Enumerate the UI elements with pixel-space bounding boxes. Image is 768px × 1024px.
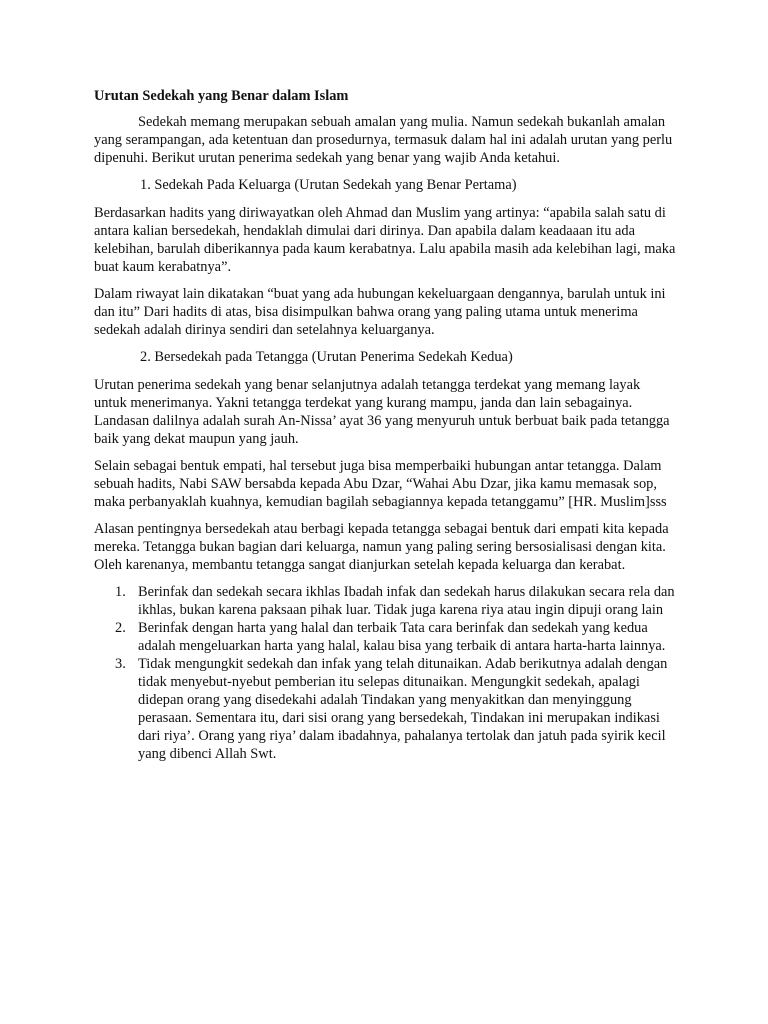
section-1-paragraph-1: Berdasarkan hadits yang diriwayatkan oleh Ahmad dan Muslim yang artinya: “apabila salah satu di antara kalian bersedekah, hendaklah dimulai dari dirinya. Dan apabila dalam keadaaan itu ada kelebihan, barulah diberikannya pada kaum kerabatnya. Lalu apabila masih ada kelebihan lagi, maka buat kaum kerabatnya”. [94,205,676,275]
list-item-3 [94,655,676,763]
section-2-heading: 2. Bersedekah pada Tetangga (Urutan Penerima Sedekah Kedua) [140,349,513,365]
list-item-text: Tidak mengungkit sedekah dan infak yang telah ditunaikan. Adab berikutnya adalah dengan tidak menyebut-nyebut pemberian itu selepas ditunaikan. Mengungkit sedekah, apalagi didepan orang yang disedekahi adalah Tindakan yang menyakitkan dan menyinggung perasaan. Sementara itu, dari sisi orang yang bersedekah, Tindakan ini merupakan indikasi dari riya’. Orang yang riya’ dalam ibadahnya, pahalanya tertolak dan jatuh pada syirik kecil yang dibenci Allah Swt. [138,656,668,762]
list-number: 3. [115,656,126,672]
list-number: 1. [115,584,126,600]
list-item-2 [94,619,676,655]
intro-paragraph: Sedekah memang merupakan sebuah amalan yang mulia. Namun sedekah bukanlah amalan yang serampangan, ada ketentuan dan prosedurnya, termasuk dalam hal ini adalah urutan yang perlu dipenuhi. Berikut urutan penerima sedekah yang benar yang wajib Anda ketahui. [94,114,673,166]
document-title: Urutan Sedekah yang Benar dalam Islam [94,88,349,104]
list-item-text: Berinfak dan sedekah secara ikhlas Ibadah infak dan sedekah harus dilakukan secara rela dan ikhlas, bukan karena paksaan pihak luar. Tidak juga karena riya atau ingin dipuji orang lain [138,584,675,618]
list-item-text-a: Berinfak dengan harta yang halal dan terbaik Tata cara berinfak dan sedekah yang kedua [138,620,648,636]
section-1-paragraph-2: Dalam riwayat lain dikatakan “buat yang ada hubungan kekeluargaan dengannya, barulah untuk ini dan itu” Dari hadits di atas, bisa disimpulkan bahwa orang yang paling utama untuk menerima sedekah adalah dirinya sendiri dan setelahnya keluarganya. [94,286,666,338]
section-2-paragraph-2: Selain sebagai bentuk empati, hal tersebut juga bisa memperbaiki hubungan antar tetangga. Dalam sebuah hadits, Nabi SAW bersabda kepada Abu Dzar, “Wahai Abu Dzar, jika kamu memasak sop, maka perbanyaklah kuahnya, kemudian bagilah sebagiannya kepada tetanggamu” [HR. Muslim]sss [94,458,667,510]
numbered-list [94,583,676,763]
document-body [94,87,676,763]
section-1-heading: 1. Sedekah Pada Keluarga (Urutan Sedekah yang Benar Pertama) [140,177,517,193]
list-item-1 [94,583,676,619]
list-item-text-b: adalah mengeluarkan harta yang halal, kalau bisa yang terbaik di antara harta-harta lainnya. [138,638,666,654]
list-number: 2. [115,620,126,636]
section-2-paragraph-1: Urutan penerima sedekah yang benar selanjutnya adalah tetangga terdekat yang memang layak untuk menerimanya. Yakni tetangga terdekat yang kurang mampu, janda dan lain sebagainya. Landasan dalilnya adalah surah An-Nissa’ ayat 36 yang menyuruh untuk berbuat baik pada tetangga baik yang dekat maupun yang jauh. [94,377,670,447]
section-2-paragraph-3: Alasan pentingnya bersedekah atau berbagi kepada tetangga sebagai bentuk dari empati kita kepada mereka. Tetangga bukan bagian dari keluarga, namun yang paling sering bersosialisasi dengan kita. Oleh karenanya, membantu tetangga sangat dianjurkan setelah kepada keluarga dan kerabat. [94,521,669,573]
